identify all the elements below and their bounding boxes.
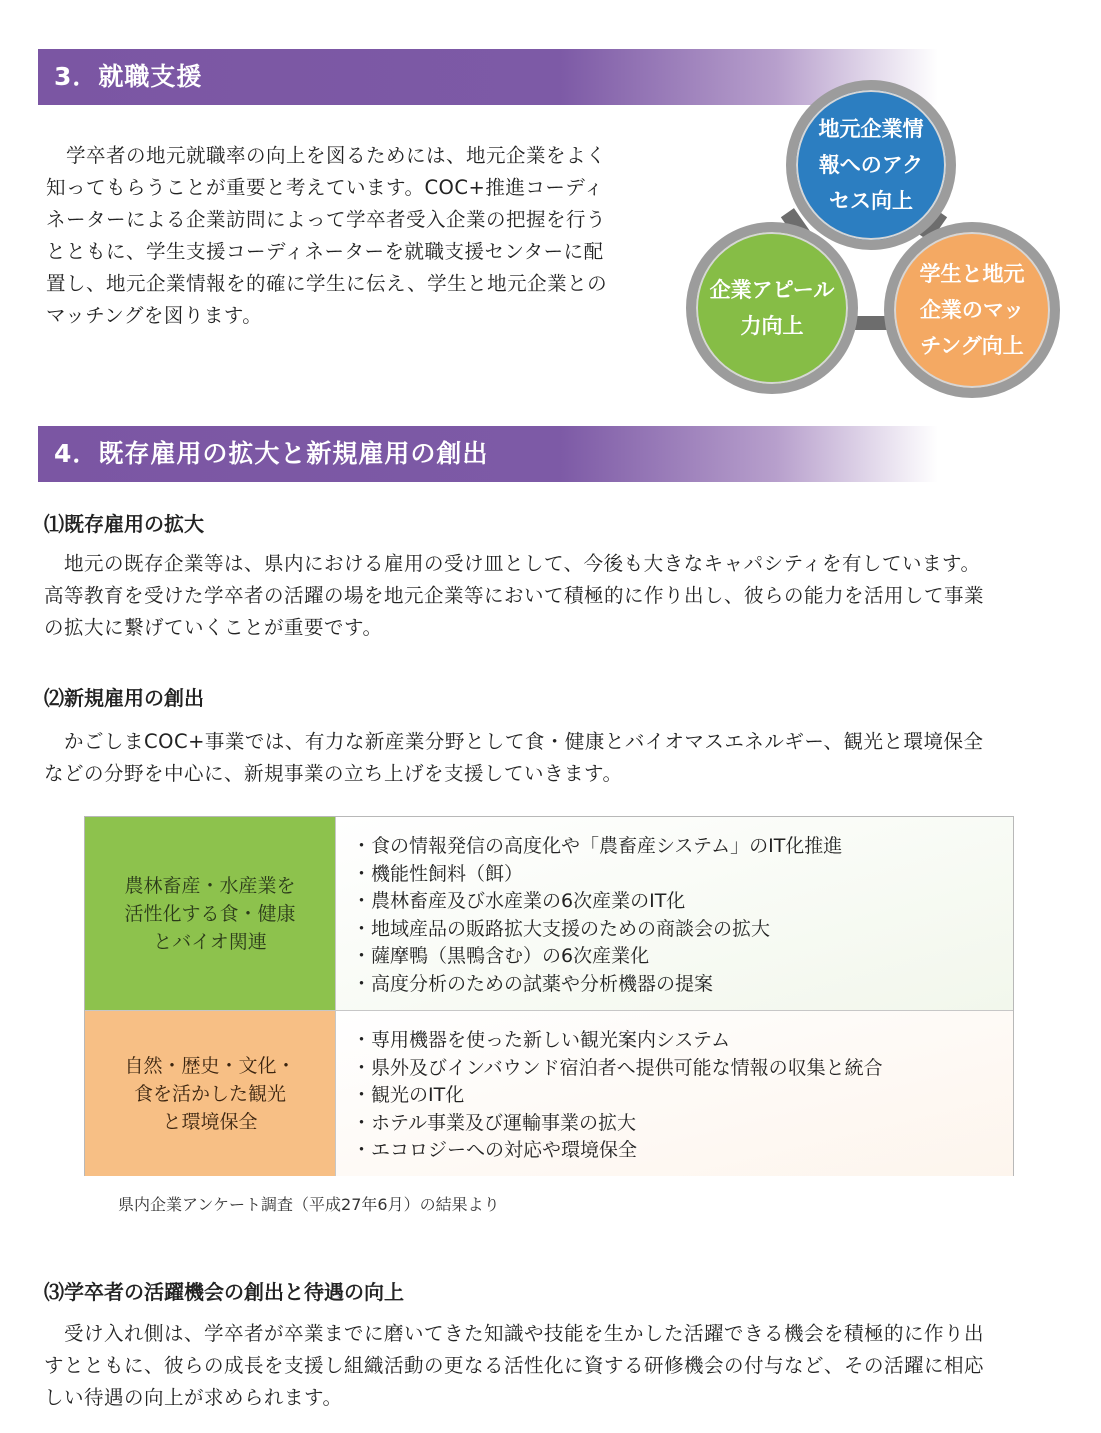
subsection-2-title: ⑵新規雇用の創出: [44, 686, 204, 710]
list-item: ・ホテル事業及び運輸事業の拡大: [352, 1111, 637, 1134]
list-item: ・農林畜産及び水産業の6次産業のIT化: [352, 890, 686, 912]
list-item: ・食の情報発信の高度化や「農畜産システム」のIT化推進: [352, 835, 843, 857]
paragraph-line: すとともに、彼らの成長を支援し組織活動の更なる活性化に資する研修機会の付与など、その活躍に相応: [44, 1354, 985, 1377]
diagram-circle-access: [786, 80, 956, 250]
list-item: ・県外及びインバウンド宿泊者へ提供可能な情報の収集と統合: [352, 1056, 883, 1079]
subsection-2-paragraph: [44, 726, 1064, 790]
table-row: [85, 817, 1013, 1010]
paragraph-line: 学卒者の地元就職率の向上を図るためには、地元企業をよく: [46, 144, 607, 167]
list-item: ・薩摩鴨（黒鴨含む）の6次産業化: [352, 945, 650, 967]
paragraph-line: などの分野を中心に、新規事業の立ち上げを支援していきます。: [44, 762, 623, 785]
circle-label: 地元企業情: [818, 117, 924, 141]
subsection-1-paragraph: [44, 548, 1064, 644]
table-row-items: [335, 1011, 1013, 1176]
table-row-items: [335, 817, 1013, 1010]
paragraph-line: ネーターによる企業訪問によって学卒者受入企業の把握を行う: [46, 208, 607, 231]
paragraph-line: 置し、地元企業情報を的確に学生に伝え、学生と地元企業との: [46, 272, 608, 295]
paragraph-line: マッチングを図ります。: [46, 304, 263, 327]
diagram-circle-appeal: [686, 222, 858, 394]
label-line: 活性化する食・健康: [124, 902, 296, 925]
list-item: ・観光のIT化: [352, 1084, 465, 1106]
circle-label: 報へのアク: [818, 153, 924, 177]
list-item: ・エコロジーへの対応や環境保全: [352, 1139, 638, 1161]
paragraph-line: 高等教育を受けた学卒者の活躍の場を地元企業等において積極的に作り出し、彼らの能力を活用して事業: [44, 584, 985, 607]
label-line: 食を活かした観光: [133, 1082, 286, 1105]
subsection-1-title: ⑴既存雇用の拡大: [44, 512, 204, 536]
label-line: とバイオ関連: [153, 930, 267, 953]
paragraph-line: 地元の既存企業等は、県内における雇用の受け皿として、今後も大きなキャパシティを有しています。: [44, 552, 981, 575]
table-row-label: [85, 817, 335, 1010]
list-item: ・機能性飼料（餌）: [352, 862, 524, 885]
label-line: 自然・歴史・文化・: [124, 1054, 296, 1077]
list-item: ・専用機器を使った新しい観光案内システム: [352, 1029, 731, 1051]
label-line: と環境保全: [162, 1110, 258, 1133]
diagram-circle-matching: [884, 222, 1060, 398]
industry-table: [84, 816, 1014, 1176]
section-4-heading: 4．既存雇用の拡大と新規雇用の創出: [38, 426, 938, 482]
paragraph-line: とともに、学生支援コーディネーターを就職支援センターに配: [46, 240, 604, 263]
paragraph-line: 受け入れ側は、学卒者が卒業までに磨いてきた知識や技能を生かした活躍できる機会を積極的に作り出: [44, 1322, 985, 1345]
list-item: ・高度分析のための試薬や分析機器の提案: [352, 972, 714, 995]
circle-label: セス向上: [829, 189, 913, 213]
circle-label: 企業のマッ: [919, 298, 1025, 322]
table-row-label: [85, 1011, 335, 1176]
subsection-3-title: ⑶学卒者の活躍機会の創出と待遇の向上: [44, 1280, 404, 1304]
paragraph-line: の拡大に繋げていくことが重要です。: [44, 616, 383, 639]
table-row: [85, 1010, 1013, 1176]
paragraph-line: かごしまCOC+事業では、有力な新産業分野として食・健康とバイオマスエネルギー、観光と環境保全: [44, 730, 984, 753]
subsection-3-paragraph: [44, 1318, 1064, 1414]
label-line: 農林畜産・水産業を: [124, 874, 296, 897]
table-source-note: 県内企業アンケート調査（平成27年6月）の結果より: [118, 1195, 500, 1214]
list-item: ・地域産品の販路拡大支援のための商談会の拡大: [352, 917, 771, 940]
section-3-paragraph: [46, 140, 666, 332]
paragraph-line: 知ってもらうことが重要と考えています。COC+推進コーディ: [46, 176, 604, 199]
circle-label: 力向上: [740, 314, 804, 338]
circle-label: 学生と地元: [919, 262, 1025, 286]
section-3-heading: 3．就職支援: [38, 49, 938, 105]
paragraph-line: しい待遇の向上が求められます。: [44, 1386, 343, 1409]
circle-label: チング向上: [920, 334, 1024, 358]
circle-label: 企業アピール: [709, 278, 835, 302]
